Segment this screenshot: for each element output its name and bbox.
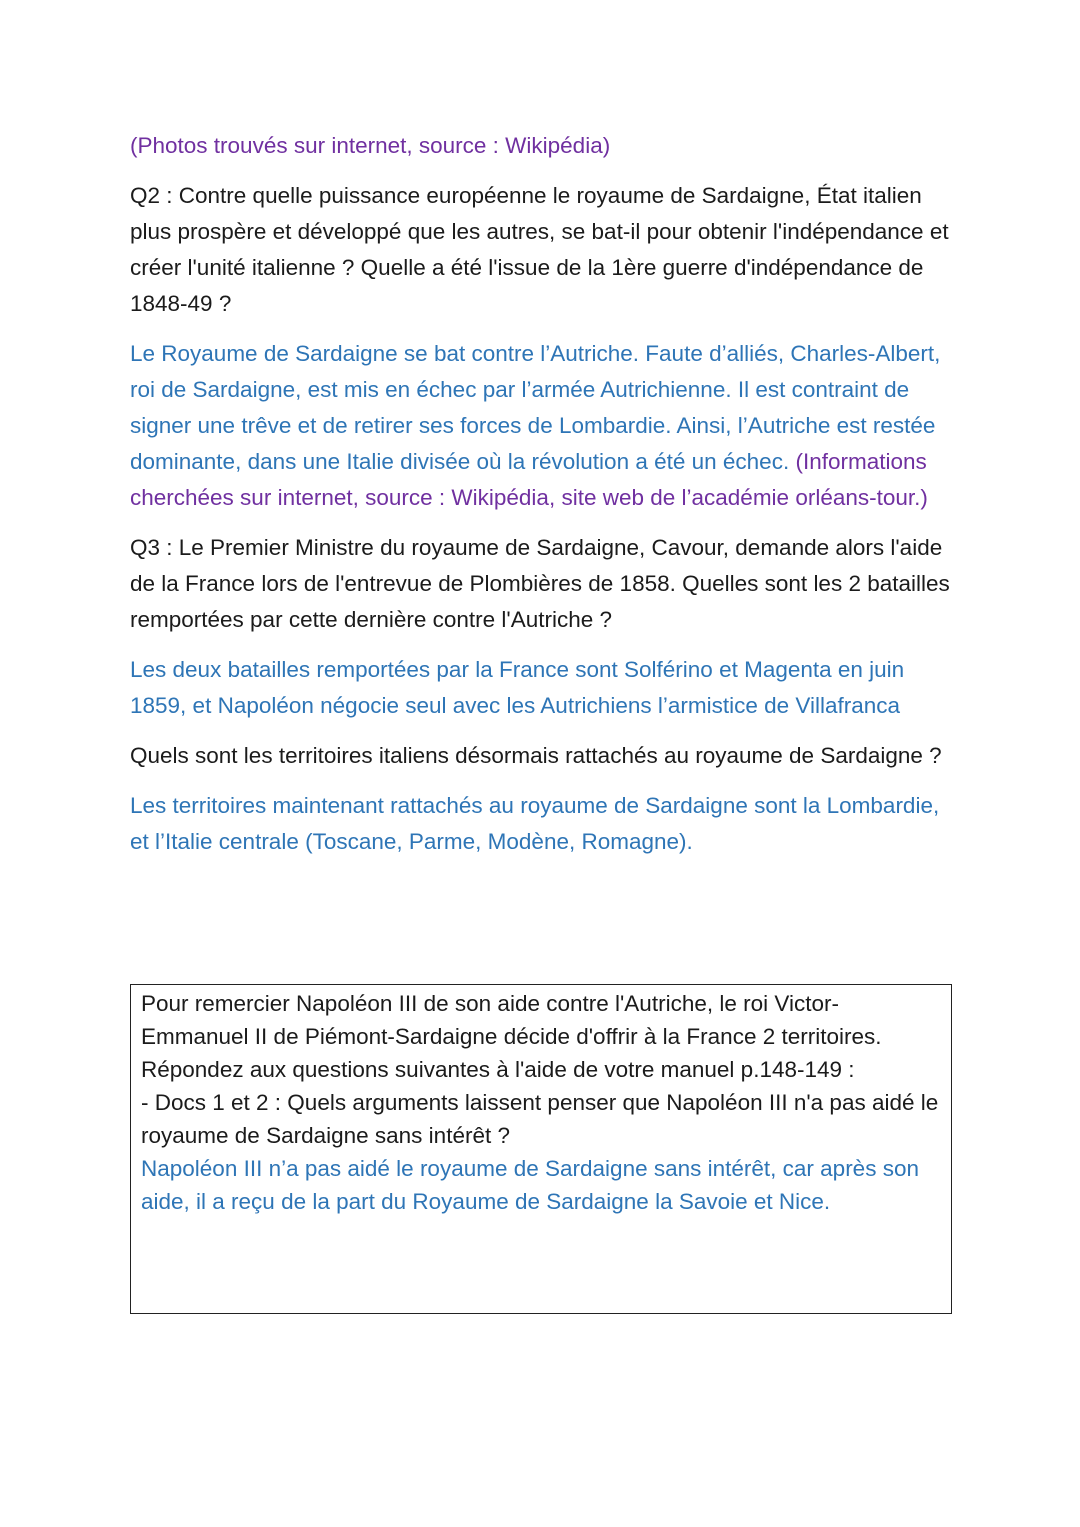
- answer-territories: Les territoires maintenant rattachés au royaume de Sardaigne sont la Lombardie, et l’Italie centrale (Toscane, Parme, Modène, Romagne).: [130, 793, 940, 854]
- exercise-intro: Pour remercier Napoléon III de son aide contre l'Autriche, le roi Victor-Emmanuel II de Piémont-Sardaigne décide d'offrir à la France 2 territoires. Répondez aux questions suivantes à l'aide de votre manuel p.148-149 :: [141, 991, 882, 1082]
- answer-q2-text: Le Royaume de Sardaigne se bat contre l’Autriche. Faute d’alliés, Charles-Albert, roi de Sardaigne, est mis en échec par l’armée Autrichienne. Il est contraint de signer une trêve et de retirer ses forces de Lombardie. Ainsi, l’Autriche est restée dominante, dans une Italie divisée où la révolution a été un échec.: [130, 341, 941, 474]
- exercise-box: [130, 984, 952, 1314]
- exercise-answer: Napoléon III n’a pas aidé le royaume de Sardaigne sans intérêt, car après son aide, il a reçu de la part du Royaume de Sardaigne la Savoie et Nice.: [141, 1156, 919, 1214]
- answer-q3: Les deux batailles remportées par la France sont Solférino et Magenta en juin 1859, et Napoléon négocie seul avec les Autrichiens l’armistice de Villafranca: [130, 657, 905, 718]
- photo-source-note: (Photos trouvés sur internet, source : Wikipédia): [130, 133, 611, 158]
- question-q2: Q2 : Contre quelle puissance européenne le royaume de Sardaigne, État italien plus prospère et développé que les autres, se bat-il pour obtenir l'indépendance et créer l'unité italienne ? Quelle a été l'issue de la 1ère guerre d'indépendance de 1848-49 ?: [130, 183, 949, 316]
- exercise-question: - Docs 1 et 2 : Quels arguments laissent penser que Napoléon III n'a pas aidé le royaume de Sardaigne sans intérêt ?: [141, 1090, 939, 1148]
- question-q3: Q3 : Le Premier Ministre du royaume de Sardaigne, Cavour, demande alors l'aide de la France lors de l'entrevue de Plombières de 1858. Quelles sont les 2 batailles remportées par cette dernière contre l'Autriche ?: [130, 535, 950, 632]
- document-body: [130, 128, 960, 860]
- question-territories: Quels sont les territoires italiens désormais rattachés au royaume de Sardaigne ?: [130, 743, 942, 768]
- answer-q2-source: (Informations cherchées sur internet, source : Wikipédia, site web de l’académie orléans-tour.): [130, 449, 928, 510]
- answer-q2: [130, 336, 960, 516]
